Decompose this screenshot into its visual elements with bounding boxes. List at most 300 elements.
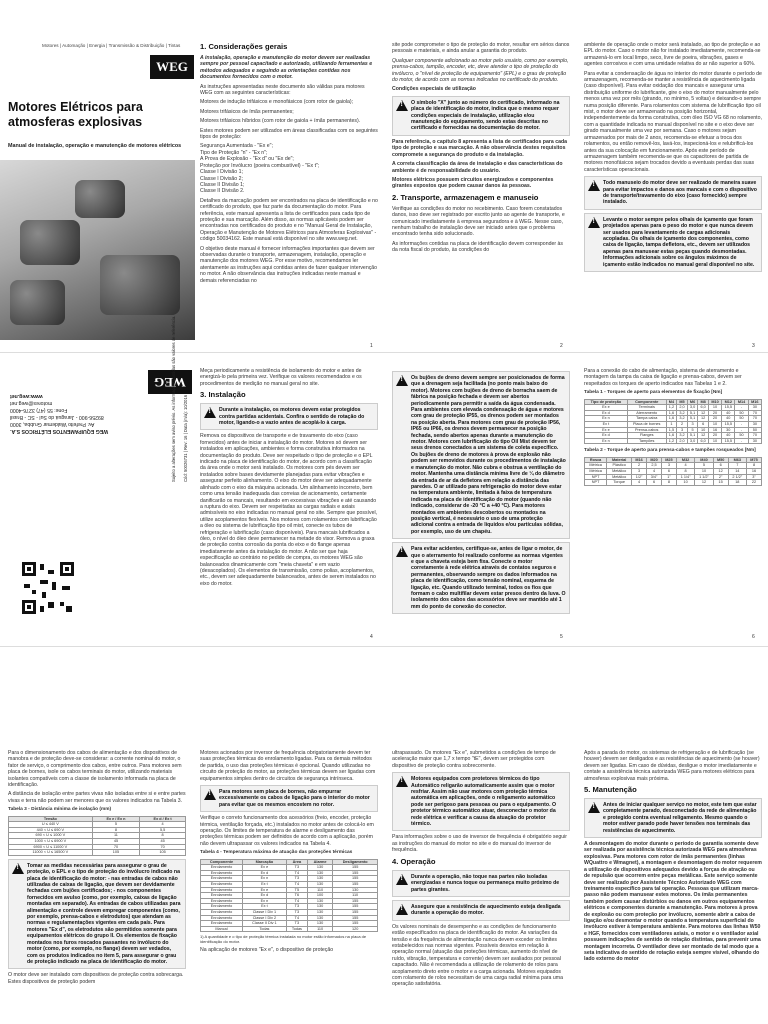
page-number: 5 [560,634,563,640]
warning-text: Para evitar acidentes, certifique-se, antes de ligar o motor, de que o aterramento foi realizado conforme as normas vigentes e que a chaveta esteja bem fixa. Conecte o motor corretamente à rede elétrica através de contatos seguros e permanentes, observando sempre os dados informados na placa de identificação, como tensão nominal, esquema de ligação, etc. Quando utilizado terminal, todos os fios que formam o cabo multifilar devem estar presos dentro da luva. O isolamento dos cabos das acessórios deve ser mantido até 1 mm do ponto de conexão do conector. [411,546,566,610]
table-cell: Classe I Div 1 [242,910,286,916]
list-item: Segurança Aumentada - "Ex e"; [200,143,273,150]
table-cell: Plástico [607,463,632,469]
table-cell: 3/4" [647,474,662,480]
table-header-cell: M14 [735,399,748,405]
table-cell: 1000 < U ≤ 6900 V [9,839,93,845]
table-header-cell: Material [607,457,632,463]
table-cell: Classe I Div 2 [242,915,286,921]
table-cell: 50 [748,427,761,433]
weg-logo: WEG [148,370,192,394]
motor-image [75,180,125,218]
table-cell: 130 [307,898,332,904]
table-cell: 10 [695,468,713,474]
warning-box [392,900,570,921]
table-cell: 4 [647,468,662,474]
table-cell: 155 [333,865,378,871]
paragraph: Meça periodicamente a resistência de isolamento do motor e antes de energizá-lo pela primeira vez. Verifique os valores recomendados e os procedimentos de medição no manual geral no site. [200,368,362,387]
table-cell: 155 [333,915,378,921]
table-cell: Métrica [585,463,607,469]
table-cell: Enrolamento [201,870,243,876]
table-cell: - [735,405,748,411]
section-heading: 1. Considerações gerais [200,42,288,51]
paragraph: A desmontagem do motor durante o período de garantia somente deve ser realizada por assistência técnica autorizada WEG para atmosferas explosivas. Para motores com rotor de ímãs permanentes (linhas WQuattro e Wmagnet), a montagem e desmontagem do motor requerem a utilização de dispositivos adequados devido a forças de atração ou de repulsão que ocorrem entre peças metálicas. Este serviço somente deve ser realizado por Assistente Técnico Autorizado WEG com treinamento específico para tal operação. Pessoas que utilizam marca-passo não podem manusear estes motores. Os ímãs permanentes também podem causar distúrbios ou danos em outros equipamentos elétricos e componentes durante a manutenção. Para motores à prova de explosão ou com proteção por invólucro, somente abrir a caixa de ligação e/ou desmontar o motor quando a temperatura superficial do invólucro estiver à temperatura ambiente. Para motores das linhas W50 e HGF, fornecidos com ventiladores axiais, o motor e o ventilador axial possuem indicações de sentido de rotação distintas, para prevenir uma montagem incorreta. O ventilador deve ser montado de tal modo que a seta indicativa do sentido de rotação esteja sempre visível, olhando do lado externo do motor [584,841,762,963]
table-cell: 155 [333,876,378,882]
table-cell: 70 [92,844,140,850]
table-cell: 8 [661,480,676,486]
table-cell: 6,0 [698,438,709,444]
page-number: 1 [370,343,373,349]
table-cell: 15,5 [722,438,735,444]
table-cell: Enrolamento [201,893,243,899]
motor-image [10,280,65,325]
table-cell: 130 [307,921,332,927]
table-cell: 105 [140,850,186,856]
paragraph: A correta classificação da área de instalação e das características do ambiente é de responsabilidade do usuário. [392,161,563,174]
table-cell: 130 [307,870,332,876]
warning-icon [396,546,408,557]
company-zip: 89256-900 - Jaraguá do Sul - SC - Brasil [10,414,104,420]
table-cell: 5,1 [687,410,698,416]
table-header-cell: Rosca [585,457,607,463]
list-item: Classe II Divisão 2. [200,188,245,195]
warning-box [8,859,186,970]
page-number: 3 [752,343,755,349]
table-cell: 2 [677,422,688,428]
table-cell: 70 [748,416,761,422]
paragraph: Para o dimensionamento dos cabos de alimentação e dos dispositivos de manobra e de proteção deve-se considerar: a corrente nominal do motor, o fator de serviço, o comprimento dos cabos, entre outros. Para motores sem placa de bornes, isole os cabos terminais do motor, utilizando materiais isolantes compatíveis com a classe de isolamento informada na placa de identificação. [8,750,182,789]
table-cell: Enrolamento [201,865,243,871]
table-cell: Ex e [585,427,628,433]
table-cell: 110 [307,887,332,893]
table-cell: 2,0 [677,405,688,411]
table-cell: 1,5 [666,427,677,433]
page-number: 4 [370,634,373,640]
table-header-cell: M8 [698,399,709,405]
table-cell: 50 [735,416,748,422]
table-cell: Ex d [585,410,628,416]
paragraph: Estes motores podem ser utilizados em áreas classificadas com os seguintes tipos de proteção: [200,127,378,141]
table-cell: Enrolamento [201,904,243,910]
paragraph: Motores acionados por inversor de frequência obrigatoriamente devem ter suas proteções térmicas do enrolamento ligadas. Para os demais métodos de partida, o uso das proteções térmicas é opcional. Quando utilizadas no circuito de proteção do motor, as proteções térmicas devem ser ligadas com equipamentos simples dentro de circuitos de segurança intrínseca. [200,750,376,782]
table-cell: 3,2 [677,416,688,422]
table-cell: 2,5 [647,463,662,469]
table-cell: 50 [735,433,748,439]
table-cell: Mancal [201,926,243,932]
table-cell: 3,0 [687,438,698,444]
table-caption: Tabela 1 - Torques de aperto para elementos de fixação [Nm] [584,390,723,396]
table-cell: T3 [286,904,307,910]
table-caption: Tabela 3 - Distância mínima de isolação (mm) [8,807,112,813]
table-cell: Métrica [585,468,607,474]
table-row [585,480,762,486]
back-cover-contact [10,315,190,542]
table-cell: 16 [747,468,762,474]
table-cell: 1 1/4" [676,474,694,480]
warning-box [392,371,570,539]
table-cell: 18 [728,480,746,486]
weg-logo: WEG [150,55,194,79]
table-cell: 6 [698,422,709,428]
warning-text: Antes de iniciar qualquer serviço no motor, este tem que estar completamente parado, desconectado da rede de alimentação e protegido contra eventual religamento. Mesmo quando o motor estiver parado pode haver tensões nos terminais das resistências de aquecimento. [603,802,757,834]
table-cell: Ex t [585,422,628,428]
table-cell: 5,1 [687,433,698,439]
table-cell: Ex n [585,438,628,444]
table-cell: 110 [307,926,332,932]
table-cell: Terminais [627,405,666,411]
table-cell: - [735,427,748,433]
table-header-cell: Tensão [9,816,93,822]
insulation-distance-table [8,816,186,856]
table-cell: 2,0 [677,438,688,444]
warning-icon [396,375,408,386]
table-cell: T4 [286,882,307,888]
table-cell: 1,2 [666,438,677,444]
table-row [585,438,762,444]
table-cell: 1/2" [632,474,647,480]
paragraph: Para a conexão do cabo de alimentação, sistema de aterramento e montagem da tampa da caixa de ligação e prensa-cabos, devem ser respeitados os torques de aperto indicados nas Tabelas 1 e 2. [584,368,742,387]
page-6 [584,368,762,630]
warning-icon [396,100,408,111]
table-cell: Ex e [585,405,628,411]
table-cell: 155 [333,870,378,876]
paragraph: Detalhes da marcação podem ser encontrados na placa de identificação e no certificado do produto, que faz parte da documentação do motor. Para referência, este manual apresenta a lista de certificados para cada tipo de proteção e sua marcação. Além disso, as normas aplicáveis podem ser encontradas nos certificados do produto e no "Manual Geral de Instalação, Operação e Manutenção de Motores Elétricos para Atmosferas Explosivas" - código 50034162. Este manual está disponível no site www.weg.net. [200,197,378,243]
warning-text: Os bujões de dreno devem sempre ser posicionados de forma que a drenagem seja facilitada (no ponto mais baixo do motor). Motores com bujões de dreno de borracha saem de fábrica na posição fechada e devem ser abertos periodicamente para permitir a saída da água condensada. Para ambientes com elevada condensação de água e motores com grau de proteção IP55, os drenos podem ser montados na posição aberta. Para motores com grau de proteção IP56, IP65 ou IP66, os drenos devem permanecer na posição fechada, sendo abertos apenas durante a manutenção do motor. Motores com lubrificação do tipo Oil Mist devem ter seus drenos conectados a um sistema de coleta específico. Os bujões de dreno de motores à prova de explosão não podem ser removidos durante os procedimentos de instalação e manutenção do motor. Não cubra e obstrua a ventilação do motor. Mantenha uma distância mínima livre de ¼ do diâmetro da entrada de ar da defletora em relação a distância das paredes. O ar utilizado para refrigeração do motor deve estar na temperatura ambiente, limitada à faixa de temperatura indicada na placa de identificação do motor (quando não indicado, considerar de -20 °C a +40 °C). Para motores montados em ambientes descobertos ou montados na posição vertical, é necessário o uso de uma proteção adicional contra a entrada de líquidos e/ou partículas sólidas, por exemplo, uso de um chapéu. [411,375,566,535]
section-heading: 4. Operação [392,856,436,866]
page-5 [392,368,570,630]
table-cell: 5,5 [140,827,186,833]
table-header-cell: Alarme [307,859,332,865]
table-cell: Ex t [242,882,286,888]
table-cell: 12 [698,416,709,422]
table-cell: 130 [307,904,332,910]
table-cell: 7 [728,463,746,469]
section-heading: 5. Manutenção [584,785,637,795]
warning-text: Para motores sem placa de bornes, não empurrar excessivamente os cabos de ligação para o interior do motor para evitar que os mesmos encostem no rotor. [219,789,370,808]
table-cell: Ex t [242,904,286,910]
table-cell: Enrolamento [201,887,243,893]
table-cell: 1,2 [666,405,677,411]
paragraph: site pode comprometer o tipo de proteção do motor, resultar em sérios danos pessoais e materiais, e ainda anular a garantia do produto. [392,42,570,55]
table-cell: 130 [307,910,332,916]
paragraph: Para evitar a condensação de água no interior do motor durante o período de armazenagem, recomenda-se manter a resistência de aquecimento ligada (caso disponível). Para evitar oxidação dos mancais e assegurar uma distribuição uniforme do lubrificante, gire o eixo do motor manualmente pelo menos uma vez por mês (girando, no mínimo, 5 voltas) e deixando-o sempre numa posição diferente. Para rolamentos com sistema de lubrificação tipo oil mist, o motor deve ser armazenado na posição horizontal, independentemente da forma construtiva, com óleo ISO VG 68 no rolamento, com a quantidade indicada no manual disponível no site e o eixo deve ser girado manualmente uma vez por semana. Caso o motores sejam armazenados por mais de 2 anos, recomenda-se efetuar a troca dos rolamentos, ou então removê-los, lavá-los, inspecioná-los e relubrificá-los antes da sua colocação em funcionamento. Após este período de armazenagem também recomenda-se que os capacitores de partida de motores monofásicos sejam trocados devido a eventuais perdas das suas características operacionais. [584,70,762,173]
table-header-cell: M12 [722,399,735,405]
table-header-cell: Ex d / Ex t [140,816,186,822]
table-header-cell: M32 [676,457,694,463]
table-cell: 12 [698,410,709,416]
table-cell: Ex n [242,876,286,882]
table-cell: 30 [748,422,761,428]
table-cell: 14 [728,468,746,474]
table-cell: Ex n [585,416,628,422]
table-header-cell: M4 [666,399,677,405]
document-code: Cód: 50026731 | Rev: 16 | Data (m/a): 10/2016 [183,394,188,482]
page-10 [584,750,762,1022]
company-phone: Fone: 55 (47) 3276-4000 [10,407,68,413]
table-cell: 22 [747,480,762,486]
list-item: Classe I Divisão 1; [200,169,243,176]
table-header-cell: M63 [728,457,746,463]
section-heading: 3. Instalação [200,390,246,400]
table-header-cell: M6 [687,399,698,405]
table-cell: 50 [735,410,748,416]
paragraph: Para referência, o capítulo 8 apresenta a lista de certificados para cada tipo de proteção e sua marcação. A não observância destes requisitos compromete a segurança do produto e da instalação. [392,138,568,158]
table-cell: 1,6 [666,433,677,439]
table-cell: 3" [747,474,762,480]
table-cell: 5 [695,463,713,469]
page-8 [200,750,378,1022]
table-cell: T3 [286,910,307,916]
table-cell: T3 [286,865,307,871]
table-cell: NPT [585,480,607,486]
table-header-cell: M40 [695,457,713,463]
table-cell: T4 [286,915,307,921]
thermal-protection-table [200,859,378,933]
table-cell: 12 [713,468,728,474]
table-cell: 3 [632,468,647,474]
page-number: 2 [560,343,563,349]
document-note: Sujeito a alterações sem aviso prévio. As informações contidas são valores de referência. [171,315,176,482]
paragraph: Na aplicação de motores "Ex e", o dispositivo de proteção [200,947,334,954]
table-cell: 6 [647,480,662,486]
table-cell: 3,0 [687,405,698,411]
table-cell: 15,5 [722,405,735,411]
warning-icon [396,874,408,885]
table-cell: 10 [708,405,721,411]
table-cell: Enrolamento [201,915,243,921]
table-cell: 130 [307,876,332,882]
table-cell: Ex d [242,870,286,876]
warning-box [200,403,378,430]
row-divider [0,646,768,647]
paragraph: A distância de isolação entre partes vivas não isoladas entre si e entre partes vivas e terra não podem ser menores que os valores indicados na Tabela 3. [8,791,186,804]
table-cell: 3 [687,422,698,428]
table-cell: 1,6 [666,410,677,416]
table-cell: 2 1/2" [728,474,746,480]
table-cell: 155 [333,882,378,888]
company-address: Av. Prefeito Waldemar Grubba, 3000 [10,421,95,427]
table-cell: Ex e [242,887,286,893]
table-cell: 20 [708,410,721,416]
table-caption: Tabela 2 - Torque de aperto para prensa-cabos e tampões rosqueados [Nm] [584,448,756,454]
warning-icon [588,217,600,228]
paragraph: Após a parada do motor, os sistemas de refrigeração e de lubrificação (se houver) devem ser desligados e as resistências de aquecimento (se houver) devem ser ligadas. Em caso de dúvidas, desligue o motor imediatamente e contate a assistência técnica autorizada WEG para motores elétricos para atmosferas explosivas mais próxima. [584,750,760,782]
table-cell: 130 [307,882,332,888]
table-cell: 4 [632,480,647,486]
table-cell: U ≤ 440 V [9,822,93,828]
table-cell: - [735,438,748,444]
warning-text: Motores equipados com protetores térmicos do tipo Automático religarão automaticamente assim que o motor resfriar. Assim não usar motores com proteção térmica automática em aplicações, onde o religamento automático pode ser perigoso para pessoas ou para o equipamento. O protetor térmico automático atuar, desconectar o motor da rede elétrica e verificar a causa da atuação do protetor térmico. [411,776,556,828]
table-cell: 10 [708,438,721,444]
table-cell: 10 [676,480,694,486]
warning-box [200,785,378,812]
table-row [9,850,186,856]
warning-box [392,772,570,831]
table-cell: 20 [708,433,721,439]
table-cell: Metálico [607,468,632,474]
company-site: www.weg.net [10,393,43,399]
table-cell: 3,2 [677,433,688,439]
table-cell: 3 [677,427,688,433]
page-2 [392,42,570,342]
warning-box [392,542,570,614]
table-header-cell: Desligamento [333,859,378,865]
section-heading: 2. Transporte, armazenagem e manuseio [392,192,539,202]
warning-icon [588,802,600,813]
table-cell: NPT [585,474,607,480]
table-cell: 130 [307,865,332,871]
table-cell: 120 [333,926,378,932]
table-cell: 11000 < U ≤ 16500 V [9,850,93,856]
table-cell: 155 [333,910,378,916]
table-cell: Torque [607,480,632,486]
warning-box [392,96,570,136]
table-caption: Tabela 4 - Temperatura máxima de atuação das proteções térmicas [200,850,353,856]
warning-text: Durante a operação, não toque nas partes não isoladas energizadas e nunca toque ou permaneça muito próximo de partes girantes. [411,873,560,893]
motor-image [100,255,180,315]
list-item: Classe II Divisão 1; [200,181,245,188]
table-cell: 130 [333,887,378,893]
table-cell: 155 [333,898,378,904]
table-cell: 155 [333,904,378,910]
table-cell: 30 [748,438,761,444]
company-name: WEG EQUIPAMENTOS ELÉTRICOS S.A. [10,428,109,434]
table-cell: 2 [632,463,647,469]
table-cell: Aterramento [627,410,666,416]
table-cell: T4 [286,870,307,876]
subheading: Condições especiais de utilização [392,86,476,93]
warning-icon [204,789,216,800]
table-cell: 130 [307,915,332,921]
list-item: A Prova de Explosão - "Ex d" ou "Ex de"; [200,156,294,163]
table-cell: T3 [286,876,307,882]
table-header-cell: M16 [632,457,647,463]
table-cell: Enrolamento [201,882,243,888]
table-header-cell: Componente [627,399,666,405]
company-email: motores@weg.net [10,400,53,406]
table-cell: Flanges [627,433,666,439]
cover-title: Motores Elétricos para atmosferas explosivas [8,100,143,129]
table-cell: 3,2 [677,410,688,416]
table-row [201,926,378,932]
table-cell: 5 [92,822,140,828]
cable-gland-torque-table [584,457,762,486]
warning-text: Durante a instalação, os motores devem estar protegidos contra partidas acidentais. Confira o sentido de rotação do motor, ligando-o a vazio antes de acoplá-lo à carga. [219,407,365,427]
list-item: Motores de indução trifásicos e monofásicos (com rotor de gaiola); [200,99,354,106]
table-cell: Enrolamento [201,910,243,916]
table-cell: 30 [722,427,735,433]
table-cell: 70 [748,433,761,439]
paragraph: ambiente de operação onde o motor será instalado, ao tipo de proteção e ao EPL do motor. Caso o motor não for instalado imediatamente, recomenda-se armazená-lo em local limpo, seco, livre de poeira, vibrações, gases e agentes corrosivos e com uma umidade relativa do ar não superior a 60%. [584,42,761,68]
list-item: Classe I Divisão 2; [200,175,243,182]
table-cell: 6 [661,468,676,474]
table-header-cell: Área [286,859,307,865]
list-item: Proteção por Invólucro (poeira combustível) - "Ex t"; [200,162,320,169]
table-cell: 4 [140,822,186,828]
table-cell: 100 [307,893,332,899]
table-cell: - [735,422,748,428]
warning-icon [204,407,216,418]
table-header-cell: Tipo de proteção [585,399,628,405]
table-cell: 440 < U ≤ 690 V [9,827,93,833]
table-cell: 6 [713,463,728,469]
table-cell: 1,6 [666,416,677,422]
table-cell: Enrolamento [201,876,243,882]
warning-icon [396,776,408,787]
motors-photo [0,160,195,340]
warning-text: Tomar as medidas necessárias para assegurar o grau de proteção, o EPL e o tipo de proteção do invólucro indicado na placa de identificação do motor: - nas entradas de cabos não utilizadas de caixas de ligação, que devem ser devidamente fechadas com bujões certificados; - nos componentes fornecidos em avulso (como, por exemplo, caixas de ligação montadas em separado). As entradas de cabos utilizadas para alimentação e controle devem empregar componentes (como, por exemplo, prensa-cabos e eletrodutos) que atendam as normas e regulamentações vigentes em cada país. Para motores "Ex d", os eletrodutos são permitidos somente para equipamentos elétricos do grupo II. Os elementos de fixação montados nos furos roscados passantes no invólucro do motor (como, por exemplo, no flange) devem ser vedados, com os produtos indicados no item 5, para assegurar o grau de proteção indicado na placa de identificação do motor. [27,862,181,965]
warning-text: O símbolo "X" junto ao número do certificado, informado na placa de identificação do motor, indica que o mesmo requer condições especiais de instalação, utilização e/ou manutenção do equipamento, sendo estas descritas no certificado e fornecidas na documentação do motor. [411,99,560,132]
table-header-cell: M5 [677,399,688,405]
table-cell: Metálico [607,474,632,480]
table-cell: 40 [722,433,735,439]
table-cell: 70 [748,410,761,416]
warning-icon [588,180,600,191]
table-cell: T6 [286,893,307,899]
intro-text: A instalação, operação e manutenção do motor devem ser realizadas sempre por pessoal capacitado e autorizado, utilizando ferramentas e métodos adequados e seguindo as orientações contidas nos documentos fornecidos com o motor. [200,55,373,81]
breadcrumb: Motores | Automação | Energia | Transmissão & Distribuição | Tintas [42,43,181,48]
table-cell: 30 [748,405,761,411]
table-cell: 15 [713,480,728,486]
table-cell: 6900 < U ≤ 11000 V [9,844,93,850]
page-7 [8,750,186,1022]
table-cell: Enrolamento [201,898,243,904]
table-cell: 70 [140,844,186,850]
table-cell: T4 [286,898,307,904]
warning-box [584,798,762,838]
table-cell: Placa de bornes [627,422,666,428]
warning-text: Levante o motor sempre pelos olhais de içamento que foram projetados apenas para o peso do motor e que nunca devem ser usados para levantamento de cargas adicionais acopladas. Os olhais de içamento dos componentes, como caixa de ligação, tampa defletora, etc., devem ser utilizados apenas para manusear estas peças quando desmontadas. Informações adicionais sobre os ângulos máximos de içamento estão indicados no manual geral disponível no site. [603,216,755,268]
table-cell: 5 [687,427,698,433]
table-cell: T5 [286,887,307,893]
table-cell: Ex d [585,433,628,439]
warning-box [584,213,762,272]
table-cell: Ex e [242,865,286,871]
page-1 [200,42,378,342]
table-cell: 1 [666,422,677,428]
paragraph: As informações contidas na placa de identificação devem corresponder às da nota fiscal do produto, às condições do [392,240,563,254]
paragraph: Para informações sobre o uso de inversor de frequência é obrigatório seguir as instruções do manual do motor no site e do manual do inversor de frequência. [392,834,568,854]
table-cell: T3 [286,921,307,927]
table-cell: 3 [661,463,676,469]
table-cell: 8 [140,833,186,839]
table-cell: 8 [676,468,694,474]
row-divider [0,352,768,353]
table-cell: Enrolamento [201,921,243,927]
table-cell: 10 [698,427,709,433]
table-cell: 110 [333,893,378,899]
motor-image [20,220,80,265]
table-cell: 8 [747,463,762,469]
table-cell: 5,1 [687,416,698,422]
paragraph: O motor deve ser instalado com dispositivos de proteção contra sobrecarga. Estes dispositivos de proteção podem [8,972,184,985]
table-cell: 10 [708,422,721,428]
table-cell: Tampões [627,438,666,444]
table-cell: 15,5 [722,422,735,428]
torque-table [584,399,762,445]
paragraph: O objetivo deste manual é fornecer informações importantes que devem ser observadas durante o transporte, armazenagem, instalação, operação e manutenção dos motores WEG. Por esse motivo, recomendamos ler atentamente as instruções aqui contidas antes de fazer qualquer intervenção no motor. A não observância das instruções indicadas neste manual e demais referenciadas no [200,245,378,284]
paragraph: Qualquer componente adicionado ao motor pelo usuário, como por exemplo, prensa-cabos, tampão, encoder, etc, deve atender o tipo de proteção do invólucro, o "nível de proteção de equipamento" (EPL) e o grau de proteção do motor, de acordo com as normas indicadas no certificado do produto. [392,57,569,84]
table-cell: 45 [140,839,186,845]
table-cell: 8 [92,827,140,833]
table-cell: 155 [333,921,378,927]
table-cell: 690 < U ≤ 1000 V [9,833,93,839]
table-cell: 1 1/2" [695,474,713,480]
table-cell: 12 [698,433,709,439]
paragraph: Motores elétricos possuem circuitos energizados e componentes girantes expostos que podem causar danos às pessoas. [392,176,554,190]
table-header-cell: Ex e / Ex n [92,816,140,822]
table-header-cell: M25 [661,457,676,463]
